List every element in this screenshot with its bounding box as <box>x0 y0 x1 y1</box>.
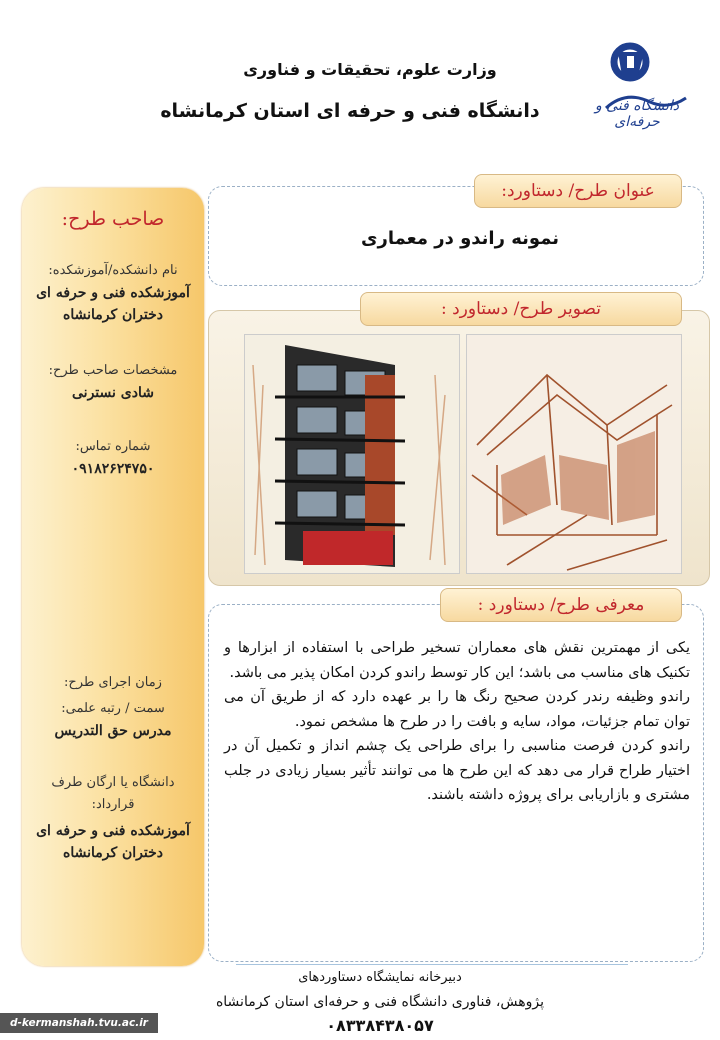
time-label: زمان اجرای طرح: <box>64 675 162 690</box>
footer-secretariat: دبیرخانه نمایشگاه دستاوردهای <box>298 970 462 985</box>
footer-phone: ۰۸۳۳۸۴۳۸۰۵۷ <box>326 1016 434 1035</box>
project-title: نمونه راندو در معماری <box>360 228 560 249</box>
party-block <box>28 772 198 864</box>
owner-label: مشخصات صاحب طرح: <box>48 363 178 378</box>
title-tab: عنوان طرح/ دستاورد: <box>474 174 682 208</box>
ministry-title: وزارت علوم، تحقیقات و فناوری <box>243 60 497 79</box>
owner-sidebar <box>22 188 204 966</box>
school-label: نام دانشکده/آموزشکده: <box>48 263 178 278</box>
school-block <box>28 260 198 326</box>
time-block <box>28 672 198 694</box>
rank-block <box>28 698 198 742</box>
owner-heading: صاحب طرح: <box>61 208 165 230</box>
image-tab: تصویر طرح/ دستاورد : <box>360 292 682 326</box>
owner-block <box>28 360 198 404</box>
website-link[interactable]: d-kermanshah.tvu.ac.ir <box>0 1013 158 1033</box>
intro-paragraph-2: راندو وظیفه رندر کردن صحیح رنگ ها را بر عهده دارد که از طریق آن می توان تمام جزئیات، مواد، سایه و بافت را در طرح ها مشخص نمود. <box>224 689 690 730</box>
intro-paragraph-3: راندو کردن فرصت مناسبی را برای طراحی یک چشم انداز و تکمیل آن در اختیار طراح قرار می دهد که این طرح ها می توانند تأثیر بسیار زیادی در جلب مشتری و بازاریابی برای پروژه داشته باشند. <box>224 738 690 803</box>
owner-value: شادی نسترنی <box>72 385 154 401</box>
phone-label: شماره تماس: <box>75 439 151 454</box>
footer-divider <box>236 964 628 965</box>
intro-paragraph-1: یکی از مهمترین نقش های معماران تسخیر طراحی با استفاده از ابزارها و تکنیک های مناسب می باشد؛ این کار توسط راندو کردن امکان پذیر می باشد. <box>224 640 690 681</box>
intro-tab: معرفی طرح/ دستاورد : <box>440 588 682 622</box>
party-label: دانشگاه یا ارگان طرف قرارداد: <box>51 775 175 812</box>
footer-university: پژوهش، فناوری دانشگاه فنی و حرفه‌ای استان کرمانشاه <box>215 994 545 1010</box>
party-value: آموزشکده فنی و حرفه ای دختران کرمانشاه <box>36 823 190 861</box>
logo-text: دانشگاه فنی و حرفه‌ای <box>594 98 680 130</box>
rank-value: مدرس حق التدریس <box>54 723 172 739</box>
school-value: آموزشکده فنی و حرفه ای دختران کرمانشاه <box>36 285 190 323</box>
phone-block <box>28 436 198 480</box>
rank-label: سمت / رتبه علمی: <box>61 701 165 716</box>
house-sketch-image <box>466 334 682 574</box>
phone-value: ۰۹۱۸۲۶۲۴۷۵۰ <box>71 461 155 477</box>
university-logo <box>578 36 696 132</box>
university-title: دانشگاه فنی و حرفه ای استان کرمانشاه <box>160 100 540 122</box>
intro-text <box>224 636 690 808</box>
building-sketch-image <box>244 334 460 574</box>
